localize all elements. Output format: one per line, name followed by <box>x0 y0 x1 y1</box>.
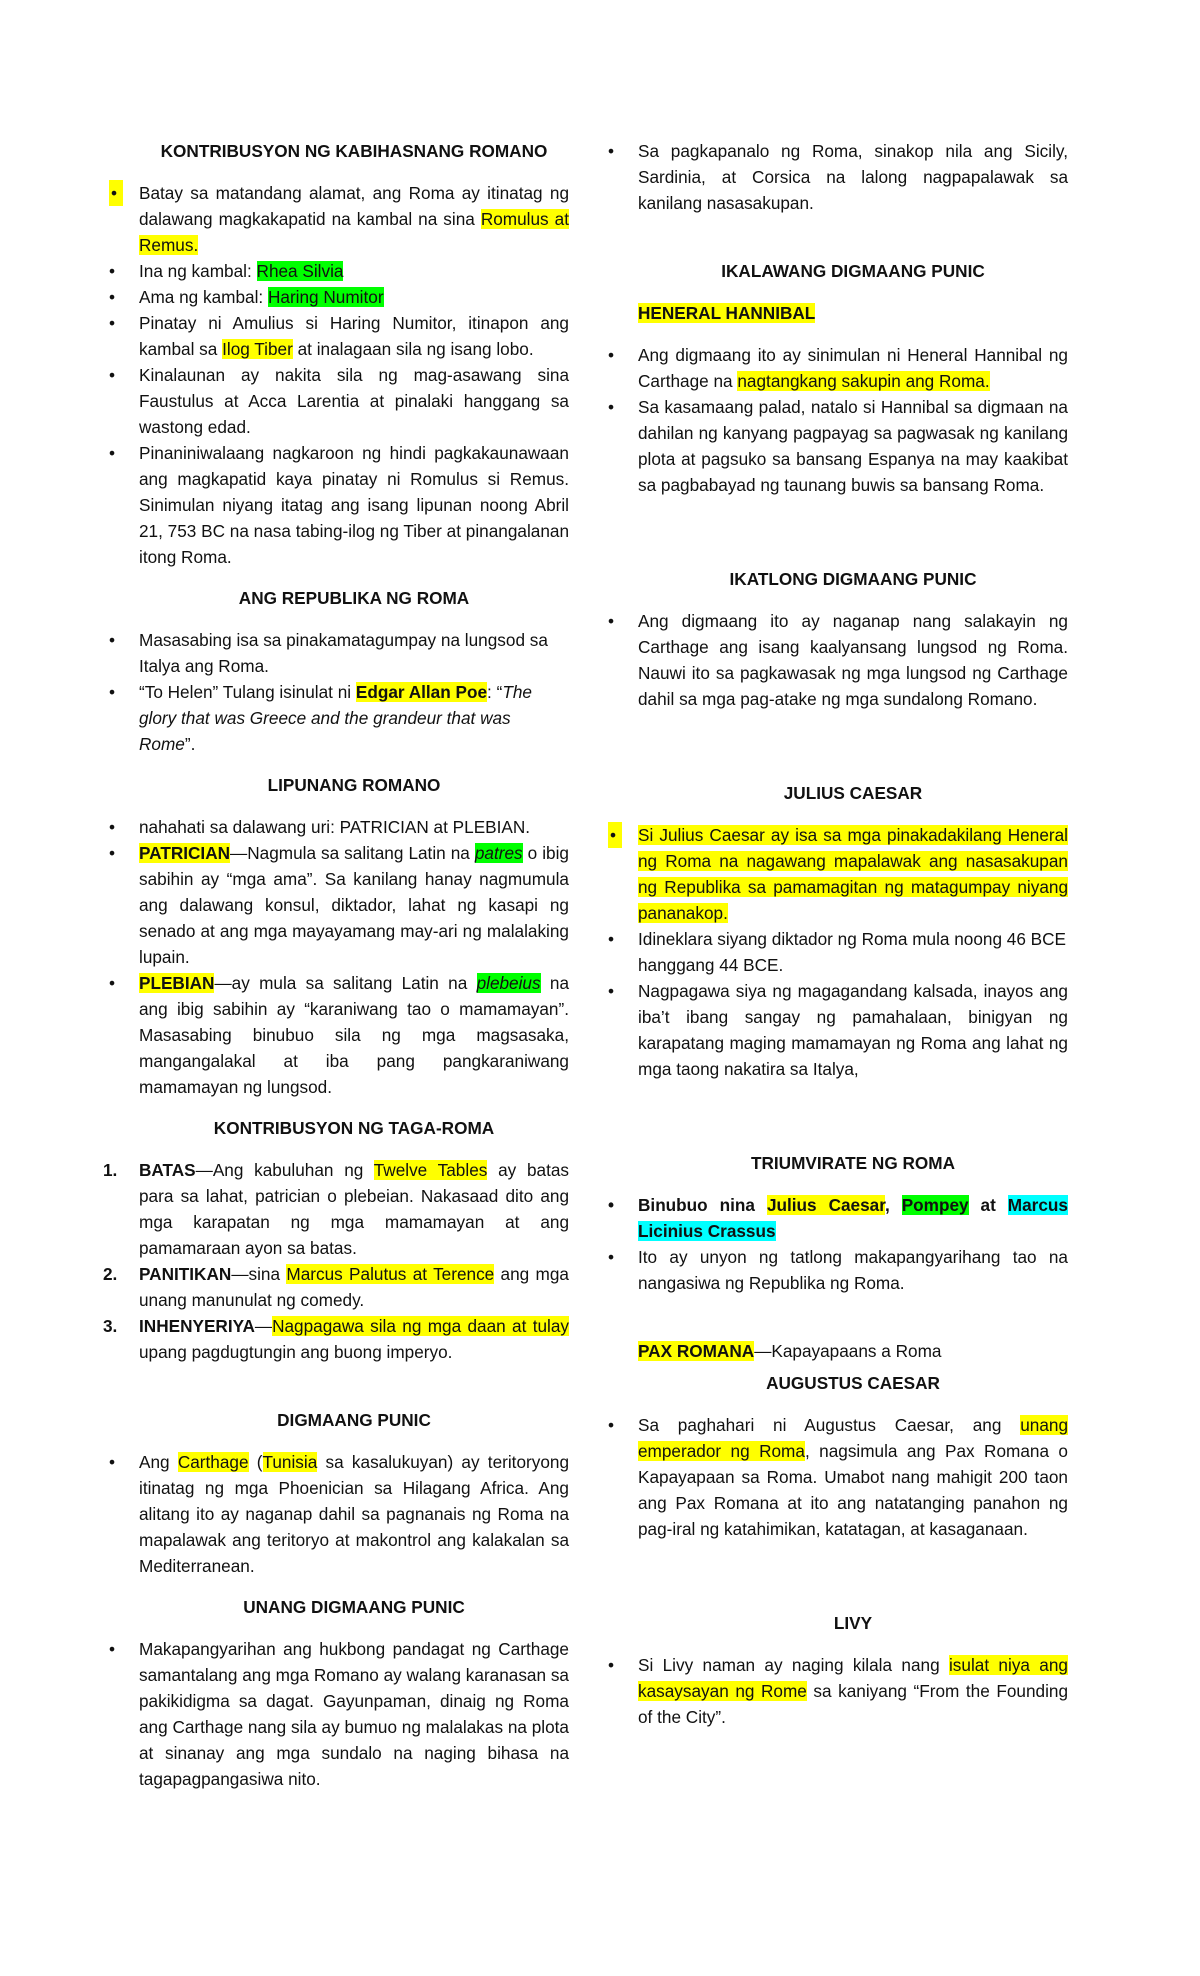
highlight: PAX ROMANA <box>638 1341 755 1361</box>
list-item <box>638 822 1068 926</box>
bullet-list <box>139 1636 569 1792</box>
list-item: • Ang digmaang ito ay naganap nang salakayin ng Carthage ang isang kaalyansang lungsod ng Roma. Nauwi ito sa pagkawasak ng mga lungsod ng Carthage dahil sa mga pag-atake ng mga sundalong Romano. <box>638 608 1068 712</box>
highlight: Edgar Allan Poe <box>355 682 488 702</box>
highlight: PATRICIAN <box>139 843 231 863</box>
list-item: • Sa kasamaang palad, natalo si Hannibal sa digmaan na dahilan ng kanyang pagpayag sa pagwasak ng kanilang plota at pagsuko sa bansang Espanya na may kaakibat sa pagbabayad ng taunang buwis sa bansang Roma. <box>638 394 1068 498</box>
bullet-list <box>638 1412 1068 1542</box>
bullet-list <box>139 814 569 1100</box>
section-title: IKATLONG DIGMAANG PUNIC <box>729 569 977 589</box>
list-item <box>139 679 569 757</box>
section-title: KONTRIBUSYON NG TAGA-ROMA <box>213 1118 495 1138</box>
text: —Kapayapaans a Roma <box>754 1341 942 1361</box>
highlight: nagtangkang sakupin ang Roma. <box>737 371 990 391</box>
list-item <box>139 970 569 1100</box>
section-title: AUGUSTUS CAESAR <box>766 1373 940 1393</box>
text: —Ang kabuluhan ng <box>195 1160 374 1180</box>
text: Binubuo nina <box>638 1195 767 1215</box>
list-item: • Kinalaunan ay nakita sila ng mag-asawang sina Faustulus at Acca Larentia at pinalaki hanggang sa wastong edad. <box>139 362 569 440</box>
text: ”. <box>184 734 196 754</box>
text: ay batas para sa lahat, patrician o plebeian. Nakasaad dito ang mga karapatan ng mga mamamayan at ang pamamaraan ayon sa batas. <box>139 1160 569 1258</box>
text: —Nagmula sa salitang Latin na <box>230 843 475 863</box>
list-item: • Idineklara siyang diktador ng Roma mula noong 46 BCE hanggang 44 BCE. <box>638 926 1068 978</box>
pax-romana-line <box>638 1338 1068 1364</box>
list-item <box>103 1157 569 1261</box>
highlight: Si Julius Caesar ay isa sa mga pinakadakilang Heneral ng Roma na nagawang mapalawak ang nasasakupan ng Republika sa pamamagitan ng matagumpay niyang pananakop. <box>638 825 1068 923</box>
highlight: Carthage <box>177 1452 249 1472</box>
section-title: DIGMAANG PUNIC <box>277 1410 431 1430</box>
text: at inalagaan sila ng isang lobo. <box>292 339 534 359</box>
highlight: Rhea Silvia <box>256 261 344 281</box>
text: Ang digmaang ito ay sinimulan ni Heneral Hannibal ng Carthage na <box>638 345 1068 391</box>
text: upang pagdugtungin ang buong imperyo. <box>139 1342 453 1362</box>
list-item <box>103 1313 569 1365</box>
text: —ay mula sa salitang Latin na <box>214 973 477 993</box>
bullet-list <box>139 627 569 757</box>
left-column <box>103 138 570 1792</box>
text: o ibig sabihin ay “mga ama”. Sa kanilang hanay nagmumula ang dalawang konsul, diktador, lahat ng kasapi ng senado at ang mga mayayamang may-ari ng malalaking lupain. <box>139 843 569 967</box>
text: ang mga unang manunulat ng comedy. <box>139 1264 569 1310</box>
section-title: LIPUNANG ROMANO <box>267 775 441 795</box>
list-number: 1. <box>103 1160 118 1180</box>
highlight: Marcus Licinius Crassus <box>638 1195 1068 1241</box>
text: : “ <box>487 682 503 702</box>
text: Ang <box>139 1452 178 1472</box>
text: Ina ng kambal: <box>139 261 257 281</box>
highlight: PLEBIAN <box>139 973 215 993</box>
list-item <box>139 180 569 258</box>
list-item: • Sa pagkapanalo ng Roma, sinakop nila ang Sicily, Sardinia, at Corsica na lalong nagpapalawak sa kanilang nasasakupan. <box>638 138 1068 216</box>
text: —sina <box>231 1264 287 1284</box>
text: Ama ng kambal: <box>139 287 268 307</box>
list-item: • Pinaniniwalaang nagkaroon ng hindi pagkakaunawaan ang magkapatid kaya pinatay ni Romulus si Remus. Sinimulan niyang itatag ang isang lipunan noong Abril 21, 753 BC na nasa tabing-ilog ng Tiber at pinangalanan itong Roma. <box>139 440 569 570</box>
highlight: Haring Numitor <box>267 287 384 307</box>
text: Batay sa matandang alamat, ang Roma ay itinatag ng dalawang magkakapatid na kambal na sina <box>139 183 569 229</box>
bullet-list <box>638 1652 1068 1730</box>
list-item: • Masasabing isa sa pinakamatagumpay na lungsod sa Italya ang Roma. <box>139 627 569 679</box>
list-item <box>103 1261 569 1313</box>
section-title: ANG REPUBLIKA NG ROMA <box>238 588 470 608</box>
list-item: • nahahati sa dalawang uri: PATRICIAN at PLEBIAN. <box>139 814 569 840</box>
list-item <box>638 1412 1068 1542</box>
bullet-list <box>139 1449 569 1579</box>
list-number: 3. <box>103 1316 118 1336</box>
list-number: 2. <box>103 1264 118 1284</box>
bullet-list <box>638 1192 1068 1296</box>
highlight: Twelve Tables <box>373 1160 488 1180</box>
section-title: JULIUS CAESAR <box>783 783 923 803</box>
section-title: KONTRIBUSYON NG KABIHASNANG ROMANO <box>160 141 548 161</box>
highlight: Pompey <box>901 1195 969 1215</box>
highlight: isulat niya ang kasaysayan ng Rome <box>638 1655 1068 1701</box>
section-title: UNANG DIGMAANG PUNIC <box>243 1597 465 1617</box>
highlight: Romulus at Remus. <box>139 209 569 255</box>
highlight: HENERAL HANNIBAL <box>638 303 816 323</box>
list-item <box>139 840 569 970</box>
text: Si Livy naman ay naging kilala nang <box>638 1655 949 1675</box>
text: — <box>254 1316 273 1336</box>
text: ( <box>248 1452 263 1472</box>
highlight: Ilog Tiber <box>222 339 293 359</box>
list-item <box>638 1192 1068 1244</box>
numbered-list <box>103 1157 569 1365</box>
text: sa kaniyang “From the Founding of the City”. <box>638 1681 1069 1727</box>
text: Pinatay ni Amulius si Haring Numitor, itinapon ang kambal sa <box>139 313 569 359</box>
text: “To Helen” Tulang isinulat ni <box>139 682 356 702</box>
list-item <box>139 258 569 284</box>
highlight: Marcus Palutus at Terence <box>286 1264 495 1284</box>
term: PANITIKAN <box>139 1264 232 1284</box>
bullet-list <box>638 608 1068 712</box>
list-item <box>638 342 1068 394</box>
section-title: TRIUMVIRATE NG ROMA <box>750 1153 955 1173</box>
highlight: Nagpagawa sila ng mga daan at tulay <box>272 1316 569 1336</box>
right-column <box>638 138 1068 1730</box>
section-title: IKALAWANG DIGMAANG PUNIC <box>721 261 985 281</box>
highlight: unang emperador ng Roma <box>638 1415 1068 1461</box>
list-item: • Nagpagawa siya ng magagandang kalsada, inayos ang iba’t ibang sangay ng pamahalaan, binigyan ng karapatang maging mamamayan ng Roma ang lahat ng mga taong nakatira sa Italya, <box>638 978 1068 1082</box>
highlight: Julius Caesar <box>766 1195 885 1215</box>
bullet-list <box>139 180 569 570</box>
text: , nagsimula ang Pax Romana o Kapayapaan sa Roma. Umabot nang mahigit 200 taon ang Pax Romana at ito ang natatanging panahon ng pag-iral ng katahimikan, katatagan, at kasaganaan. <box>638 1441 1068 1539</box>
term: BATAS <box>139 1160 196 1180</box>
list-item <box>139 310 569 362</box>
highlight: plebeius <box>476 973 541 993</box>
text: , <box>884 1195 902 1215</box>
quote: The glory that was Greece and the grandeur that was Rome <box>139 682 532 754</box>
list-item <box>638 1652 1068 1730</box>
term: INHENYERIYA <box>139 1316 255 1336</box>
text: sa kasalukuyan) ay teritoryong itinatag ng mga Phoenician sa Hilagang Africa. Ang alitang ito ay naganap dahil sa pagnanais ng Roma na mapalawak ang teritoryo at makontrol ang kalakalan sa Mediterranean. <box>139 1452 570 1576</box>
list-item: • Makapangyarihan ang hukbong pandagat ng Carthage samantalang ang mga Romano ay walang karanasan sa pakikidigma sa dagat. Gayunpaman, dinaig ng Roma ang Carthage nang sila ay bumuo ng malalakas na plota at sinanay ang mga sundalo na naging bihasa na tagapagpangasiwa nito. <box>139 1636 569 1792</box>
text: Sa paghahari ni Augustus Caesar, ang <box>638 1415 1021 1435</box>
list-item: • Ito ay unyon ng tatlong makapangyarihang tao na nangasiwa ng Republika ng Roma. <box>638 1244 1068 1296</box>
list-item <box>139 1449 569 1579</box>
highlight: patres <box>474 843 523 863</box>
text: na ang ibig sabihin ay “karaniwang tao o mamamayan”. Masasabing binubuo sila ng mga magsasaka, mangangalakal at iba pang pangkaraniwang mamamayan ng lungsod. <box>139 973 569 1097</box>
subheading <box>638 300 1068 326</box>
bullet-list <box>638 342 1068 498</box>
bullet-list <box>638 138 1068 216</box>
text: at <box>968 1195 1008 1215</box>
section-title: LIVY <box>833 1613 873 1633</box>
highlight: Tunisia <box>262 1452 318 1472</box>
bullet-list <box>638 822 1068 1082</box>
list-item <box>139 284 569 310</box>
